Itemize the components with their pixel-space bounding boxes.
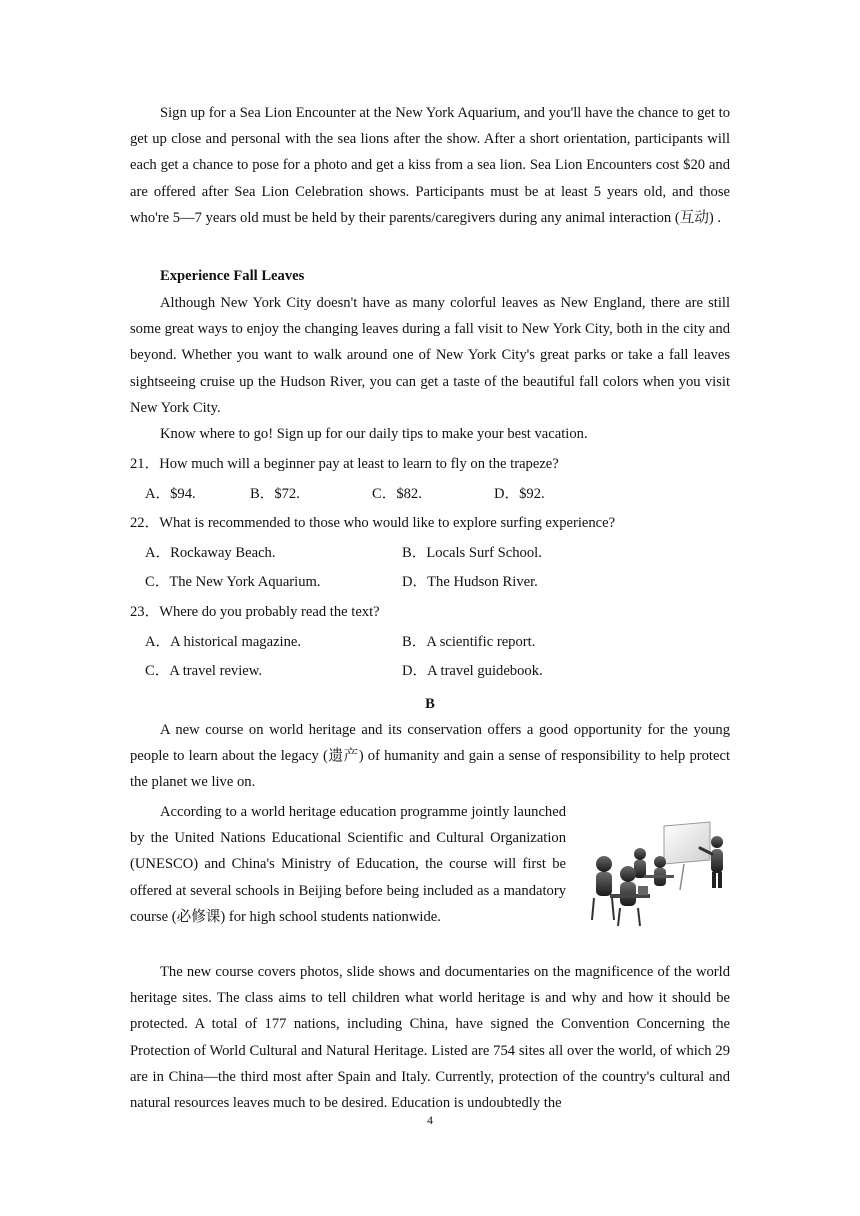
section-b-label: B (425, 696, 435, 712)
q22-option-b: B．Locals Surf School. (402, 545, 542, 561)
q21-option-c: C．$82. (372, 486, 422, 502)
paragraph-sea-lion: Sign up for a Sea Lion Encounter at the New York Aquarium, and you'll have the chance to get to get up close and personal with the sea lions after the show. After a short orientation, participants will each get a chance to pose for a photo and get a kiss from a sea lion. Sea Lion Encounters cost $20 and are offered after Sea Lion Celebration shows. Participants must be at least 5 years old, and those who're 5—7 years old must be held by their parents/caregivers during any animal interaction (互动) . (130, 105, 730, 226)
paragraph-tips: Know where to go! Sign up for our daily tips to make your best vacation. (160, 426, 588, 442)
q22-option-a: A．Rockaway Beach. (145, 545, 276, 561)
q23-option-d: D．A travel guidebook. (402, 663, 543, 679)
q21-option-b: B．$72. (250, 486, 300, 502)
q21-option-a: A．$94. (145, 486, 196, 502)
paragraph-fall-leaves: Although New York City doesn't have as many colorful leaves as New England, there are still some great ways to enjoy the changing leaves during a fall visit to New York City, both in the city and beyond. Whether you want to walk around one of New York City's great parks or take a fall leaves sightseeing cruise up the Hudson River, you can get a taste of the beautiful fall colors when you visit New York City. (130, 295, 730, 416)
question-22: 22．What is recommended to those who would like to explore surfing experience? (130, 515, 616, 531)
classroom-teacher-students-icon (582, 820, 732, 930)
question-23: 23．Where do you probably read the text? (130, 604, 380, 620)
q23-option-c: C．A travel review. (145, 663, 262, 679)
paragraph-b2: According to a world heritage education programme jointly launched by the United Nations Educational Scientific and Cultural Organization (UNESCO) and China's Ministry of Education, the course will first be offered at several schools in Beijing before being included as a mandatory course (必修课) for high school students nationwide. (130, 804, 566, 925)
heading-fall-leaves: Experience Fall Leaves (160, 268, 305, 284)
q23-option-b: B．A scientific report. (402, 634, 536, 650)
paragraph-b1: A new course on world heritage and its conservation offers a good opportunity for the young people to learn about the legacy (遗产) of humanity and gain a sense of responsibility to help protect the planet we live on. (130, 722, 730, 791)
paragraph-b3: The new course covers photos, slide shows and documentaries on the magnificence of the world heritage sites. The class aims to tell children what world heritage is and why and how it should be protected. A total of 177 nations, including China, have signed the Convention Concerning the Protection of World Cultural and Natural Heritage. Listed are 754 sites all over the world, of which 29 are in China—the third most after Spain and Italy. Currently, protection of the country's cultural and natural resources leaves much to be desired. Education is undoubtedly the (130, 964, 730, 1112)
classroom-illustration (582, 820, 732, 930)
page-number: 4 (427, 1113, 433, 1127)
q22-option-d: D．The Hudson River. (402, 574, 538, 590)
q23-option-a: A．A historical magazine. (145, 634, 302, 650)
question-21: 21．How much will a beginner pay at least to learn to fly on the trapeze? (130, 456, 559, 472)
q22-option-c: C．The New York Aquarium. (145, 574, 321, 590)
q21-option-d: D．$92. (494, 486, 545, 502)
